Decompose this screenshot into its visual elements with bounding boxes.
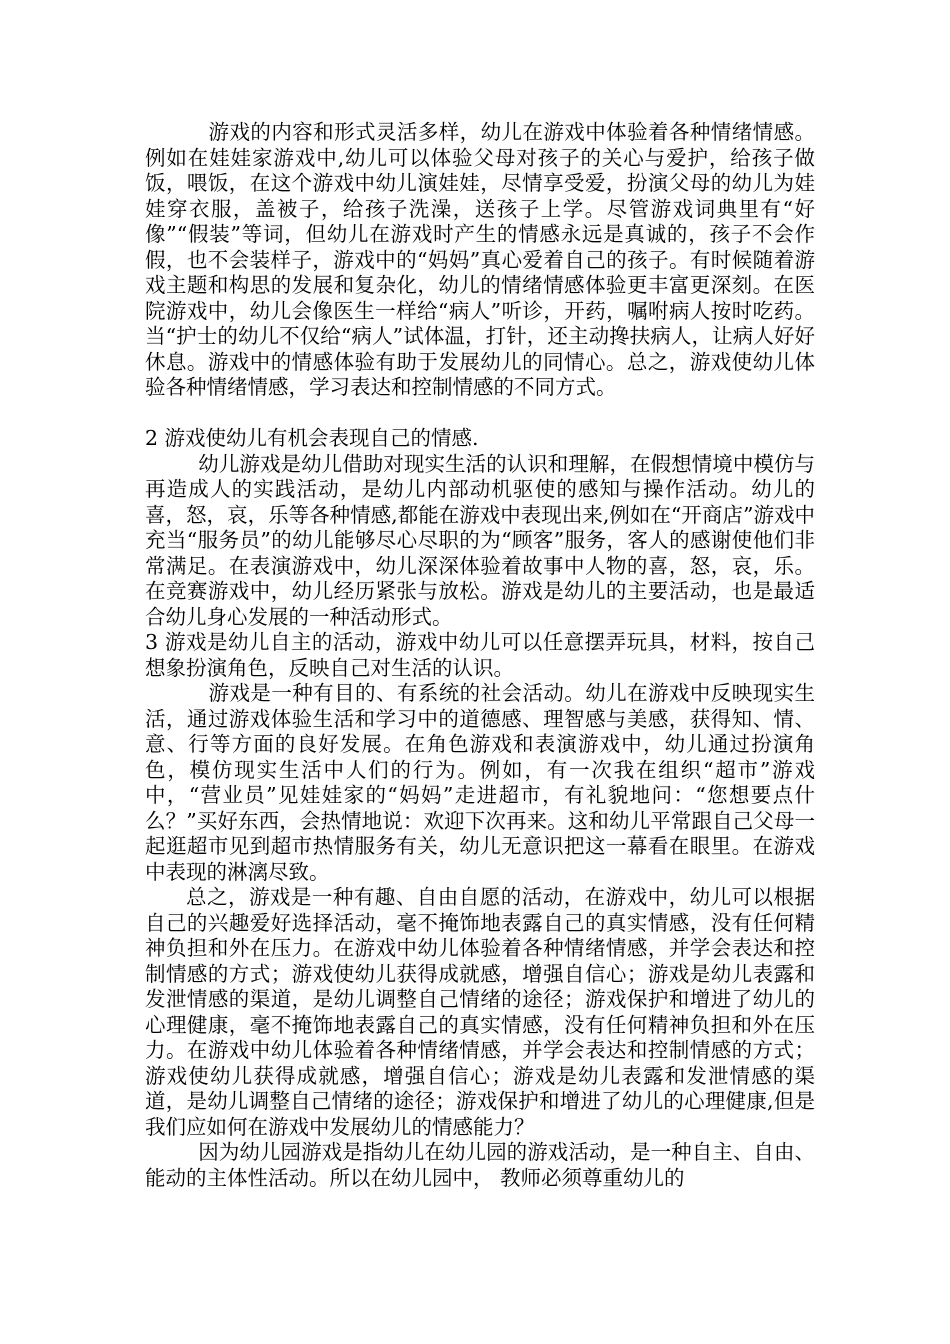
section-heading-2: 2 游戏使幼儿有机会表现自己的情感. xyxy=(145,426,479,450)
document-body xyxy=(145,120,815,1191)
paragraph-kindergarten-play: 因为幼儿园游戏是指幼儿在幼儿园的游戏活动，是一种自主、自由、能动的主体性活动。所以在幼儿园中， 教师必须尊重幼儿的 xyxy=(145,1140,815,1190)
paragraph-expressing-emotions: 幼儿游戏是幼儿借助对现实生活的认识和理解，在假想情境中模仿与再造成人的实践活动，是幼儿内部动机驱使的感知与操作活动。幼儿的喜，怒，哀，乐等各种情感,都能在游戏中表现出来,例如在“开商店”游戏中充当“服务员”的幼儿能够尽心尽职的为“顾客”服务，客人的感谢使他们非常满足。在表演游戏中，幼儿深深体验着故事中人物的喜，怒，哀，乐。在竞赛游戏中，幼儿经历紧张与放松。游戏是幼儿的主要活动，也是最适合幼儿身心发展的一种活动形式。 xyxy=(145,451,815,629)
paragraph-emotional-experience: 游戏的内容和形式灵活多样，幼儿在游戏中体验着各种情绪情感。例如在娃娃家游戏中,幼儿可以体验父母对孩子的关心与爱护，给孩子做饭，喂饭，在这个游戏中幼儿演娃娃，尽情享受爱，扮演父母的幼儿为娃娃穿衣服，盖被子，给孩子洗澡，送孩子上学。尽管游戏词典里有“好像”“假装”等词，但幼儿在游戏时产生的情感永远是真诚的，孩子不会作假，也不会装样子，游戏中的“妈妈”真心爱着自己的孩子。有时候随着游戏主题和构思的发展和复杂化，幼儿的情绪情感体验更丰富更深刻。在医院游戏中，幼儿会像医生一样给“病人”听诊，开药，嘱咐病人按时吃药。当“护士的幼儿不仅给“病人”试体温，打针，还主动搀扶病人，让病人好好休息。游戏中的情感体验有助于发展幼儿的同情心。总之，游戏使幼儿体验各种情绪情感，学习表达和控制情感的不同方式。 xyxy=(145,120,815,399)
paragraph-summary: 总之，游戏是一种有趣、自由自愿的活动，在游戏中，幼儿可以根据自己的兴趣爱好选择活动，毫不掩饰地表露自己的真实情感，没有任何精神负担和外在压力。在游戏中幼儿体验着各种情绪情感，并学会表达和控制情感的方式；游戏使幼儿获得成就感，增强自信心；游戏是幼儿表露和发泄情感的渠道，是幼儿调整自己情绪的途径；游戏保护和增进了幼儿的心理健康，毫不掩饰地表露自己的真实情感，没有任何精神负担和外在压力。在游戏中幼儿体验着各种情绪情感，并学会表达和控制情感的方式；游戏使幼儿获得成就感，增强自信心；游戏是幼儿表露和发泄情感的渠道，是幼儿调整自己情绪的途径；游戏保护和增进了幼儿的心理健康,但是我们应如何在游戏中发展幼儿的情感能力？ xyxy=(145,885,815,1139)
paragraph-social-activity: 游戏是一种有目的、有系统的社会活动。幼儿在游戏中反映现实生活，通过游戏体验生活和学习中的道德感、理智感与美感，获得知、情、意、行等方面的良好发展。在角色游戏和表演游戏中，幼儿通过扮演角色，模仿现实生活中人们的行为。例如，有一次我在组织“超市”游戏中，“营业员”见娃娃家的“妈妈”走进超市，有礼貌地问：“您想要点什么？”买好东西，会热情地说：欢迎下次再来。这和幼儿平常跟自己父母一起逛超市见到超市热情服务有关，幼儿无意识把这一幕看在眼里。在游戏中表现的淋漓尽致。 xyxy=(145,681,815,884)
section-heading-3: 3 游戏是幼儿自主的活动，游戏中幼儿可以任意摆弄玩具，材料，按自己想象扮演角色，反映自己对生活的认识。 xyxy=(145,630,815,680)
paragraph-spacer xyxy=(145,401,815,427)
